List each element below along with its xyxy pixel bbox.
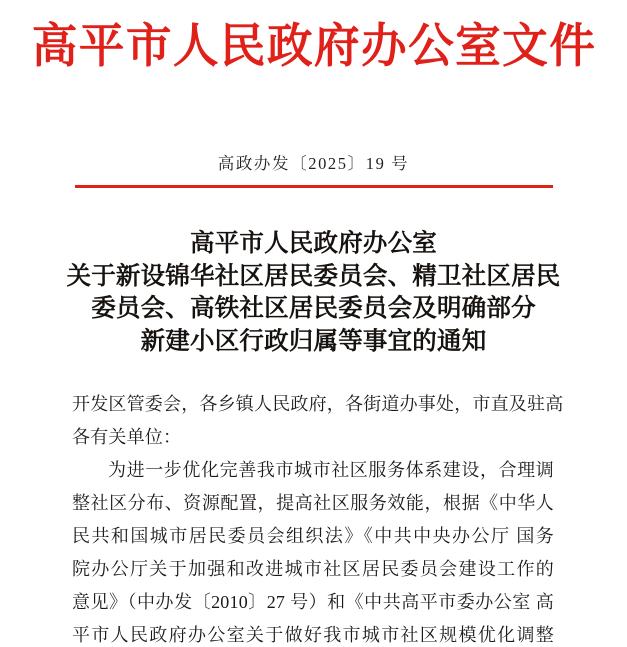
body-line-4: 整社区分布、资源配置，提高社区服务效能，根据《中华人 — [72, 493, 554, 513]
body-line-1: 开发区管委会，各乡镇人民政府，各街道办事处，市直及驻高 — [72, 394, 564, 414]
title-line-4: 新建小区行政归属等事宜的通知 — [140, 327, 487, 355]
body-line-3: 为进一步优化完善我市城市社区服务体系建设，合理调 — [108, 460, 554, 480]
body-line-2: 各有关单位： — [72, 427, 182, 447]
body-line-8: 平市人民政府办公室关于做好我市城市社区规模优化调整 — [72, 625, 554, 645]
body-line-6: 院办公厅关于加强和改进城市社区居民委员会建设工作的 — [72, 559, 554, 579]
title-line-2: 关于新设锦华社区居民委员会、精卫社区居民 — [66, 262, 561, 290]
document-title — [63, 228, 564, 358]
red-rule-divider — [75, 185, 553, 188]
masthead-title: 高平市人民政府办公室文件 — [31, 21, 596, 73]
body-line-5: 民共和国城市居民委员会组织法》《中共中央办公厅 国务 — [72, 526, 554, 546]
document-body — [72, 388, 564, 647]
title-line-1: 高平市人民政府办公室 — [190, 230, 437, 257]
title-line-3: 委员会、高铁社区居民委员会及明确部分 — [91, 295, 536, 322]
document-number: 高政办发〔2025〕19 号 — [217, 154, 410, 173]
body-line-7: 意见》（中办发〔2010〕27 号）和《中共高平市委办公室 高 — [72, 592, 554, 612]
masthead — [0, 20, 627, 75]
